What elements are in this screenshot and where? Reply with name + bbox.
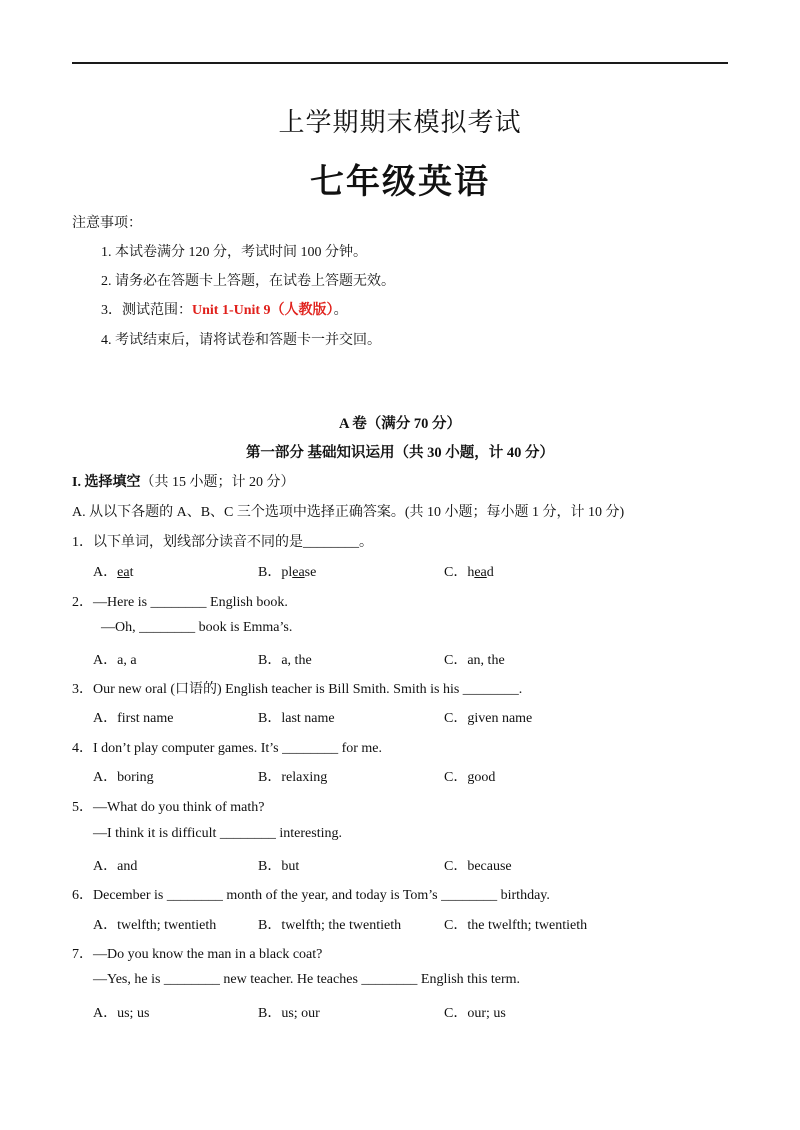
question-6-stem: 6．December is ________ month of the year, and today is Tom’s ________ birthday.: [72, 888, 550, 903]
question-4-option-b: B．relaxing: [258, 770, 328, 785]
question-5-option-b: B．but: [258, 859, 300, 874]
instruction: A. 从以下各题的 A、B、C 三个选项中选择正确答案。(共 10 小题；每小题 1 分，计 10 分): [72, 505, 625, 520]
notice-item-3-suffix: 。: [333, 303, 348, 318]
question-5-line-2: —I think it is difficult ________ interesting.: [93, 826, 342, 841]
question-7-option-a: A．us; us: [93, 1006, 150, 1021]
top-rule: [72, 62, 728, 64]
question-5-option-a: A．and: [93, 859, 138, 874]
question-7-line-2: —Yes, he is ________ new teacher. He teaches ________ English this term.: [93, 972, 521, 987]
exam-subtitle: 上学期期末模拟考试: [278, 108, 522, 137]
question-2-option-c: C．an, the: [444, 653, 505, 668]
question-3-option-c: C．given name: [444, 711, 533, 726]
question-5-stem: 5．—What do you think of math?: [72, 800, 265, 815]
question-5-option-c: C．because: [444, 859, 512, 874]
question-3-stem: 3．Our new oral (口语的) English teacher is Bill Smith. Smith is his ________.: [72, 682, 523, 697]
question-7-option-b: B．us; our: [258, 1006, 320, 1021]
notice-item-1: 1. 本试卷满分 120 分，考试时间 100 分钟。: [101, 245, 367, 260]
section-label: I. 选择填空: [72, 475, 141, 490]
test-scope-highlight: Unit 1-Unit 9（人教版）: [192, 303, 334, 318]
question-7-stem: 7．—Do you know the man in a black coat?: [72, 947, 323, 962]
question-1-stem: 1．以下单词，划线部分读音不同的是________。: [72, 535, 373, 550]
volume-title: A 卷（满分 70 分）: [338, 416, 462, 432]
question-4-option-c: C．good: [444, 770, 496, 785]
part-title: 第一部分 基础知识运用（共 30 小题，计 40 分）: [245, 445, 555, 461]
question-2-option-b: B．a, the: [258, 653, 312, 668]
notice-heading: 注意事项：: [72, 216, 142, 231]
section-heading: [72, 471, 294, 491]
question-1-option-c: C．head: [444, 565, 494, 580]
notice-item-3: [101, 299, 348, 319]
question-2-option-a: A．a, a: [93, 653, 137, 668]
question-3-option-a: A．first name: [93, 711, 174, 726]
question-1-option-b: B．please: [258, 565, 317, 580]
question-7-option-c: C．our; us: [444, 1006, 506, 1021]
question-1-option-a: A．eat: [93, 565, 134, 580]
question-6-option-c: C．the twelfth; twentieth: [444, 918, 588, 933]
section-info: （共 15 小题；计 20 分）: [140, 475, 295, 490]
question-2-line-2: —Oh, ________ book is Emma’s.: [101, 620, 293, 635]
question-6-option-b: B．twelfth; the twentieth: [258, 918, 402, 933]
question-6-option-a: A．twelfth; twentieth: [93, 918, 217, 933]
question-4-stem: 4．I don’t play computer games. It’s ________ for me.: [72, 741, 383, 756]
notice-item-2: 2. 请务必在答题卡上答题，在试卷上答题无效。: [101, 274, 395, 289]
exam-title: 七年级英语: [310, 164, 490, 201]
question-2-stem: 2．—Here is ________ English book.: [72, 595, 288, 610]
notice-item-3-prefix: 3．测试范围：: [101, 303, 192, 318]
question-4-option-a: A．boring: [93, 770, 154, 785]
notice-item-4: 4. 考试结束后，请将试卷和答题卡一并交回。: [101, 333, 381, 348]
question-3-option-b: B．last name: [258, 711, 335, 726]
